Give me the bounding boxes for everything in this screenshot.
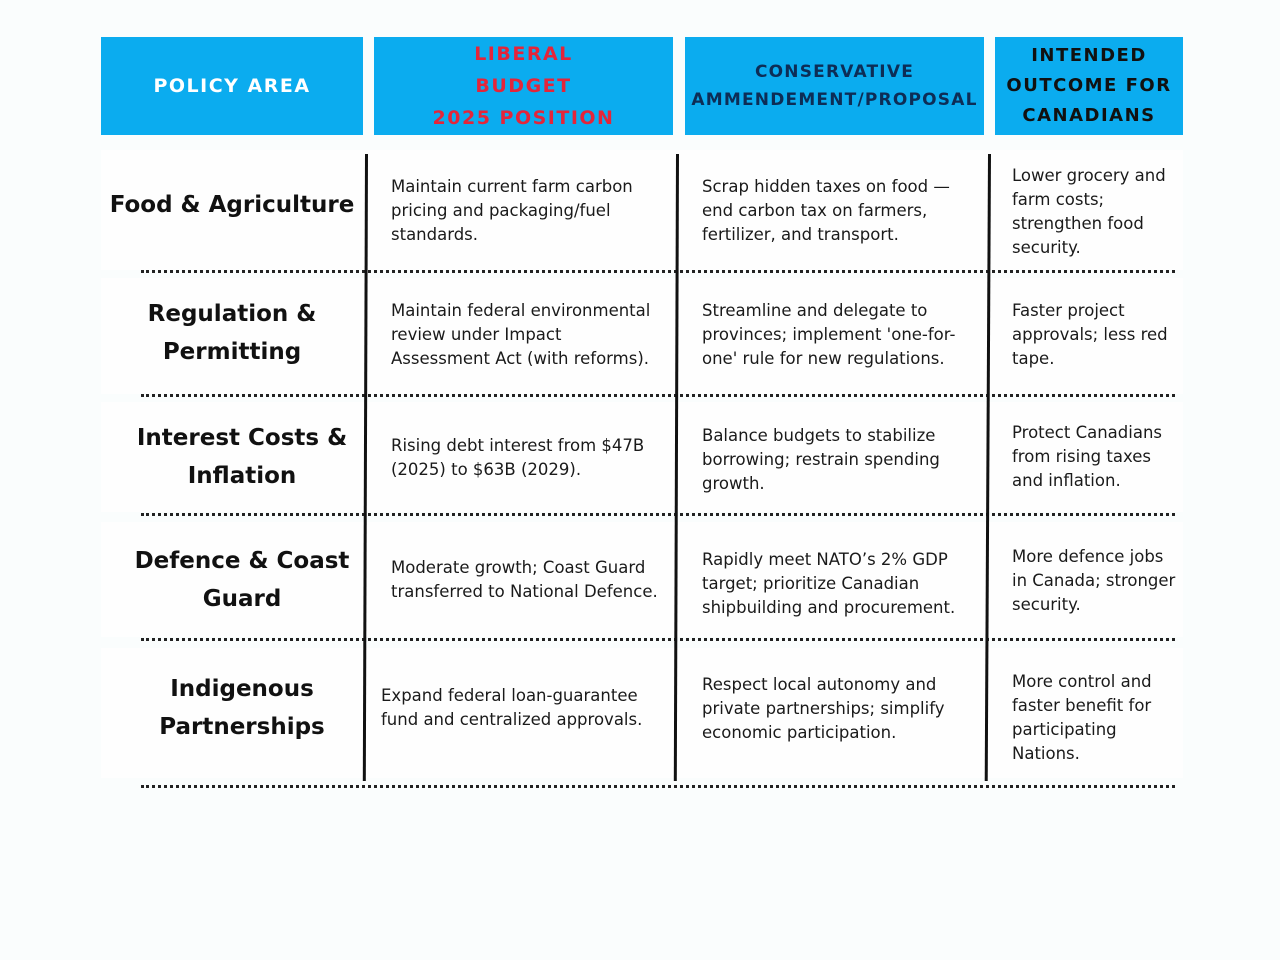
row-divider: [141, 785, 1175, 788]
policy-area-cell: [111, 402, 373, 512]
liberal-position-cell: Rising debt interest from $47B (2025) to $63B (2029).: [391, 436, 645, 479]
header-outcome-line3: CANADIANS: [1022, 105, 1156, 126]
policy-area-cell: [111, 650, 373, 765]
header-liberal-position: [374, 37, 673, 135]
header-intended-outcome: [995, 37, 1183, 135]
policy-area-label: Indigenous Partnerships: [159, 675, 325, 740]
policy-area-label: Interest Costs & Inflation: [136, 425, 348, 489]
header-liberal-line1: LIBERAL BUDGET: [474, 43, 573, 97]
intended-outcome-cell: More control and faster benefit for participating Nations.: [1012, 672, 1152, 763]
intended-outcome-cell: Protect Canadians from rising taxes and inflation.: [1012, 423, 1163, 490]
liberal-position-cell: Moderate growth; Coast Guard transferred to National Defence.: [391, 558, 658, 601]
row-divider: [141, 394, 1175, 397]
policy-area-cell: [101, 278, 363, 388]
policy-area-label: Defence & Coast Guard: [134, 547, 350, 612]
row-divider: [141, 270, 1175, 273]
policy-area-label: Food & Agriculture: [109, 192, 355, 218]
liberal-position-cell: Maintain current farm carbon pricing and packaging/fuel standards.: [391, 177, 633, 244]
policy-area-label: Regulation & Permitting: [147, 301, 317, 365]
conservative-proposal-cell: Rapidly meet NATO’s 2% GDP target; prioritize Canadian shipbuilding and procurement.: [702, 550, 956, 617]
header-outcome-line2: OUTCOME FOR: [1006, 75, 1172, 96]
header-policy-area: [101, 37, 363, 135]
header-conservative-line2: AMMENDEMENT/PROPOSAL: [691, 90, 978, 110]
header-policy-area-label: POLICY AREA: [153, 75, 311, 97]
policy-area-cell: [111, 522, 373, 637]
header-outcome-line1: INTENDED: [1031, 45, 1147, 66]
policy-area-cell: [101, 150, 363, 260]
conservative-proposal-cell: Streamline and delegate to provinces; implement 'one-for-one' rule for new regulations.: [702, 301, 956, 368]
conservative-proposal-cell: Respect local autonomy and private partnerships; simplify economic participation.: [702, 675, 945, 742]
intended-outcome-cell: Lower grocery and farm costs; strengthen food security.: [1012, 166, 1166, 257]
liberal-position-cell: Maintain federal environmental review under Impact Assessment Act (with reforms).: [391, 301, 651, 368]
row-divider: [141, 513, 1175, 516]
header-liberal-line2: 2025 POSITION: [432, 107, 615, 129]
liberal-position-cell: Expand federal loan-guarantee fund and centralized approvals.: [381, 686, 643, 729]
conservative-proposal-cell: Scrap hidden taxes on food — end carbon tax on farmers, fertilizer, and transport.: [702, 177, 950, 244]
header-conservative-proposal: [685, 37, 984, 135]
row-divider: [141, 638, 1175, 641]
conservative-proposal-cell: Balance budgets to stabilize borrowing; restrain spending growth.: [702, 426, 940, 493]
header-conservative-line1: CONSERVATIVE: [754, 62, 915, 82]
intended-outcome-cell: Faster project approvals; less red tape.: [1012, 301, 1168, 368]
intended-outcome-cell: More defence jobs in Canada; stronger security.: [1012, 547, 1176, 614]
